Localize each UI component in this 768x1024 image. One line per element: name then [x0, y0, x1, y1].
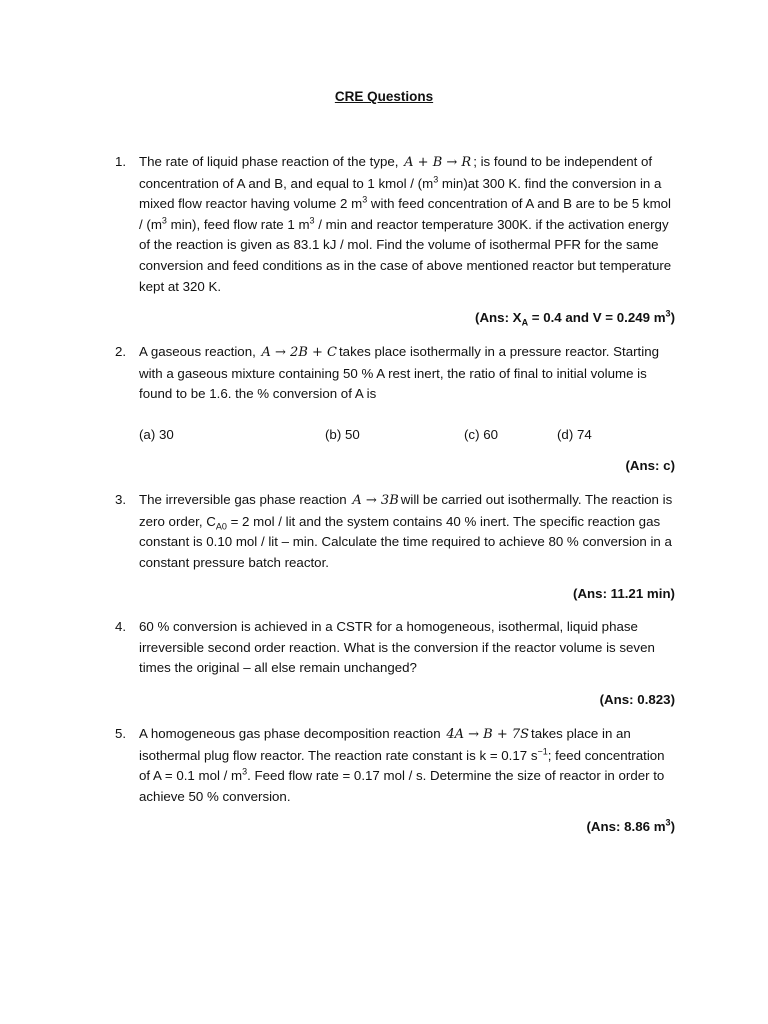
reaction-equation: 4A → B + 7S: [446, 727, 530, 742]
reaction-equation: A + B → R: [404, 155, 472, 170]
question-text: The rate of liquid phase reaction of the type, A + B → R ; is found to be independent of concentration of A and B, and equal to 1 kmol / ($m^3$ min)at 300 K. find the conversion in a mixed flow reactor having volume 2 $m^3$ with feed concentration of A and B are to be 5 kmol / ($m^3$ min), feed flow rate 1 $m^3$ / min and reactor temperature 300K. if the activation energy of the reaction is given as 83.1 kJ / mol. Find the volume of isothermal PFR for the same conversion and feed conditions as in the case of above mentioned reactor but temperature kept at 320 K.: [139, 154, 672, 294]
question-4: [115, 617, 675, 679]
question-number: 1.: [115, 154, 127, 169]
option-c: (c) 60: [464, 427, 498, 442]
page-title: CRE Questions: [334, 89, 434, 104]
question-number: 4.: [115, 619, 127, 634]
question-3: [115, 490, 675, 573]
question-2: [115, 342, 675, 405]
question-text: A homogeneous gas phase decomposition reaction 4A → B + 7S takes place in an isothermal plug flow reactor. The reaction rate constant is k = 0.17 $s^{-1}$; feed concentration of A = 0.1 mol / $m^3$. Feed flow rate = 0.17 mol / s. Determine the size of reactor in order to achieve 50 % conversion.: [139, 726, 665, 804]
answer-1: (Ans: $X_A = 0.4$ and V = 0.249 $m^3$): [475, 308, 675, 328]
option-a: (a) 30: [139, 427, 174, 442]
question-text: The irreversible gas phase reaction A → 3B will be carried out isothermally. The reaction is zero order, $C_{A0} = 2$ mol / lit and the system contains 40 % inert. The specific reaction gas constant is 0.10 mol / lit – min. Calculate the time required to achieve 80 % conversion in a constant pressure batch reactor.: [139, 492, 673, 570]
question-number: 3.: [115, 492, 127, 507]
question-number: 2.: [115, 344, 127, 359]
question-text: 60 % conversion is achieved in a CSTR for a homogeneous, isothermal, liquid phase irreversible second order reaction. What is the conversion if the reactor volume is seven times the original – all else remain unchanged?: [139, 619, 655, 676]
question-1: [115, 152, 675, 297]
answer-3: (Ans: 11.21 min): [573, 586, 675, 601]
question-number: 5.: [115, 726, 127, 741]
answer-4: (Ans: 0.823): [599, 692, 675, 707]
reaction-equation: A → 3B: [352, 493, 399, 508]
question-text: A gaseous reaction, A → 2B + C takes place isothermally in a pressure reactor. Starting with a gaseous mixture containing 50 % A rest inert, the ratio of final to initial volume is found to be 1.6. the % conversion of A is: [139, 344, 659, 402]
answer-5: (Ans: 8.86 $m^3$): [586, 817, 675, 834]
option-d: (d) 74: [557, 427, 592, 442]
option-b: (b) 50: [325, 427, 360, 442]
reaction-equation: A → 2B + C: [261, 345, 337, 360]
answer-2: (Ans: c): [625, 458, 675, 473]
question-5: [115, 724, 675, 807]
